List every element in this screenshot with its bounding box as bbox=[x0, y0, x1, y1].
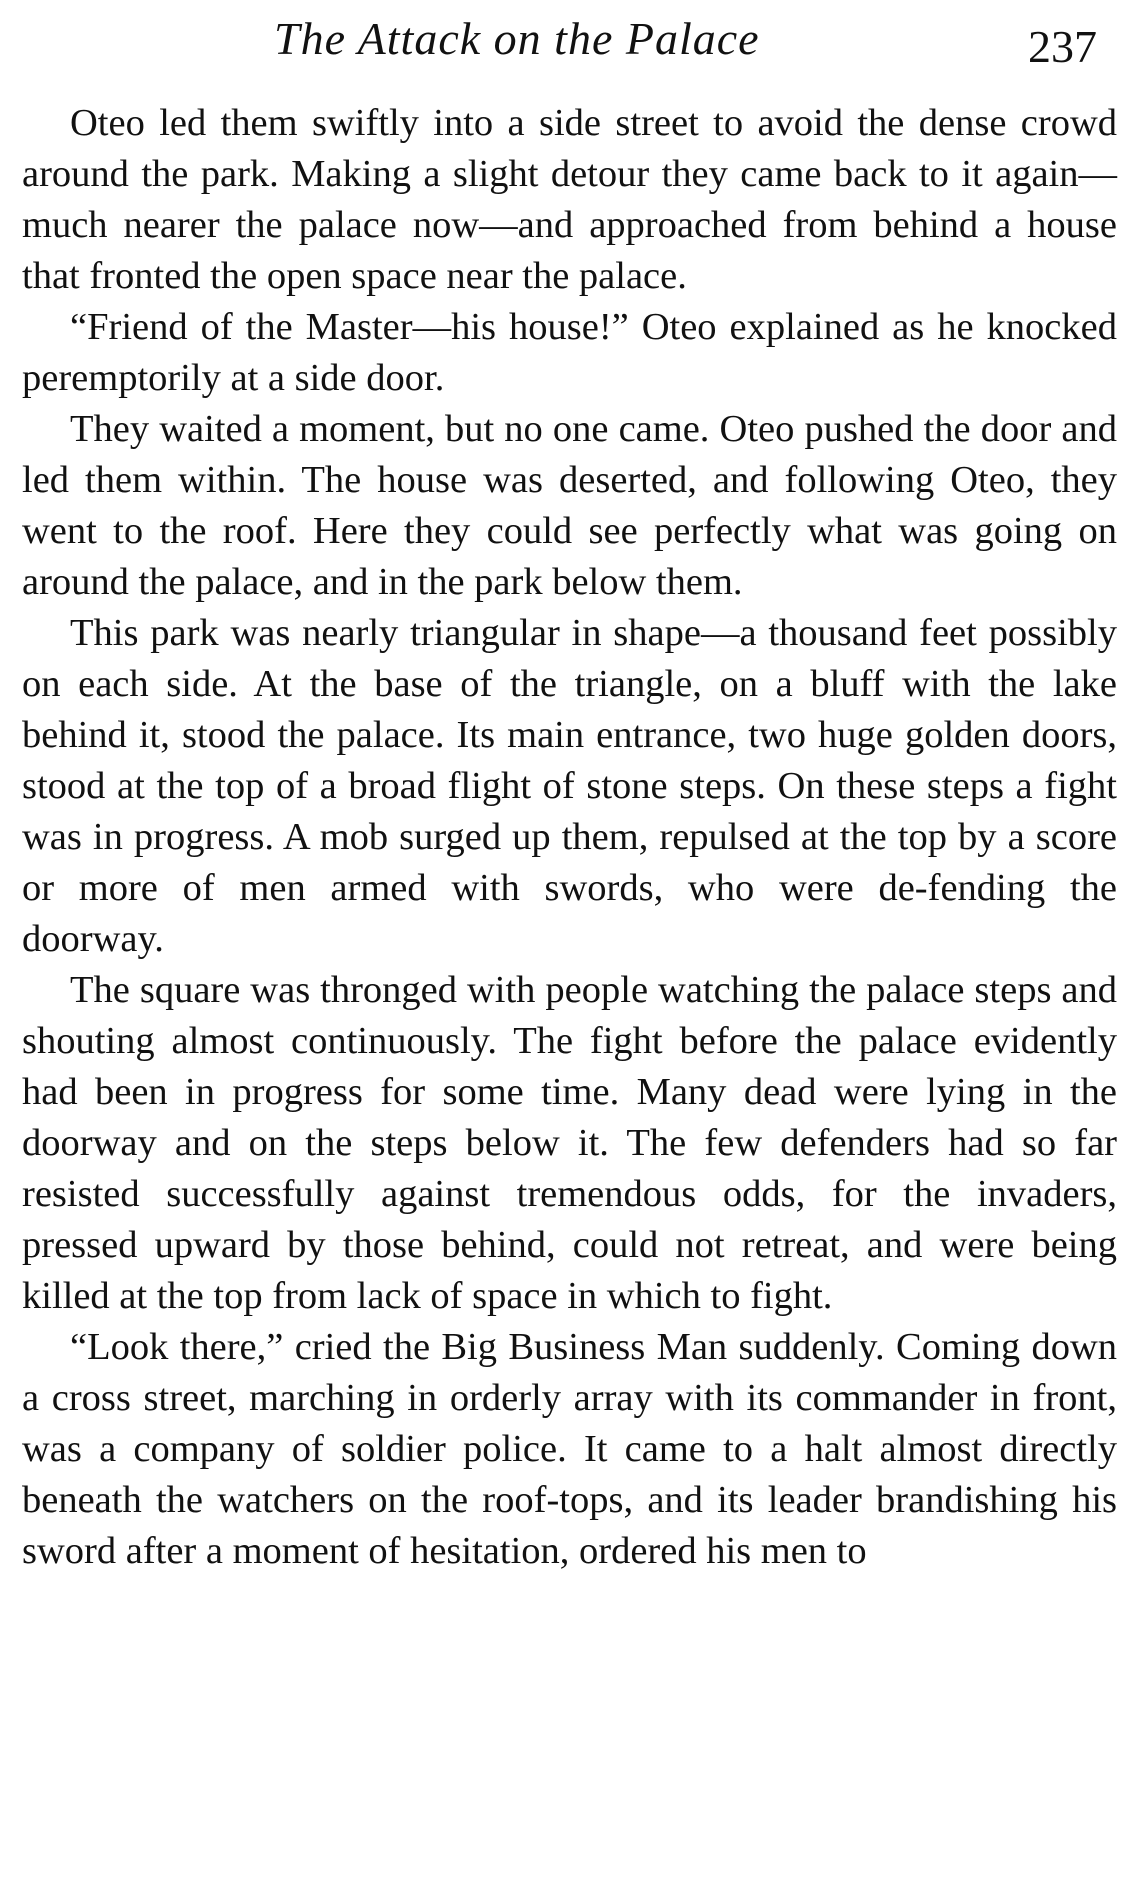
paragraph: This park was nearly triangular in shape—a thousand feet possibly on each side. At the base of the triangle, on a bluff with the lake behind it, stood the palace. Its main entrance, two huge golden doors, stood at the top of a broad flight of stone steps. On these steps a fight was in progress. A mob surged up them, repulsed at the top by a score or more of men armed with swords, who were de-fending the doorway. bbox=[22, 612, 1117, 960]
paragraph: “Look there,” cried the Big Business Man suddenly. Coming down a cross street, marching in orderly array with its commander in front, was a company of soldier police. It came to a halt almost directly beneath the watchers on the roof-tops, and its leader brandishing his sword after a moment of hesitation, ordered his men to bbox=[22, 1326, 1117, 1572]
page-number: 237 bbox=[1028, 21, 1097, 72]
paragraph: Oteo led them swiftly into a side street to avoid the dense crowd around the park. Making a slight detour they came back to it again—much nearer the palace now—and approached from behind a house that fronted the open space near the palace. bbox=[22, 102, 1117, 297]
running-title: The Attack on the Palace bbox=[274, 13, 760, 64]
paragraph: They waited a moment, but no one came. Oteo pushed the door and led them within. The house was deserted, and following Oteo, they went to the roof. Here they could see perfectly what was going on around the palace, and in the park below them. bbox=[22, 408, 1117, 603]
running-header bbox=[22, 0, 1117, 80]
book-page bbox=[22, 0, 1117, 1577]
paragraph: “Friend of the Master—his house!” Oteo explained as he knocked peremptorily at a side door. bbox=[22, 306, 1117, 399]
body-text bbox=[22, 98, 1117, 1577]
paragraph: The square was thronged with people watching the palace steps and shouting almost continuously. The fight before the palace evidently had been in progress for some time. Many dead were lying in the doorway and on the steps below it. The few defenders had so far resisted successfully against tremendous odds, for the invaders, pressed upward by those behind, could not retreat, and were being killed at the top from lack of space in which to fight. bbox=[22, 969, 1117, 1317]
